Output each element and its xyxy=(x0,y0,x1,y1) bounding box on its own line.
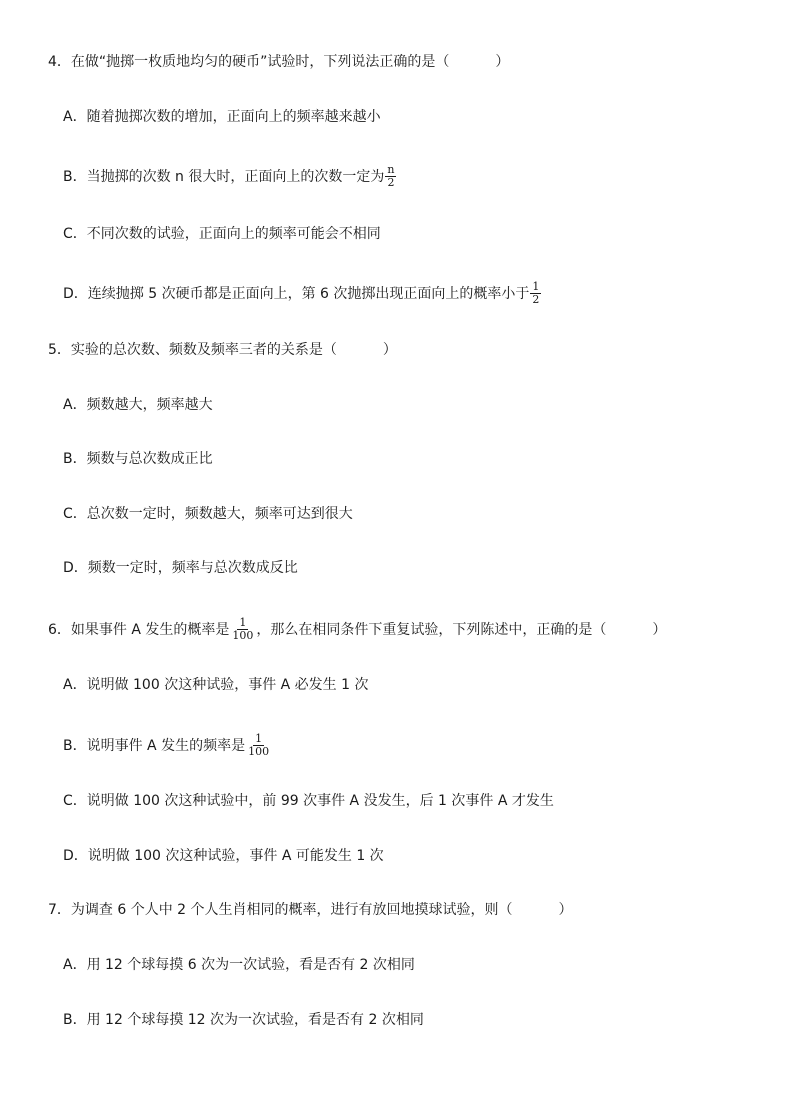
option-text: A．随着抛掷次数的增加，正面向上的频率越来越小 xyxy=(63,109,381,125)
fraction xyxy=(530,281,541,306)
question-6-text-cont: ，那么在相同条件下重复试验，下列陈述中，正确的是（ xyxy=(256,621,607,638)
question-7-stem xyxy=(48,900,573,920)
option-text: A．说明做 100 次这种试验，事件 A 必发生 1 次 xyxy=(63,677,369,693)
option-text: C．说明做 100 次这种试验中，前 99 次事件 A 没发生，后 1 次事件 A 才发生 xyxy=(63,793,554,809)
question-5-close-paren: ） xyxy=(382,342,397,358)
question-7-close-paren: ） xyxy=(558,902,573,918)
question-5-option-a[interactable] xyxy=(63,395,213,415)
question-4-option-d[interactable] xyxy=(63,281,542,306)
question-7-option-b[interactable] xyxy=(63,1010,424,1030)
fraction-numerator: n xyxy=(387,163,395,176)
option-text: B．用 12 个球每摸 12 次为一次试验，看是否有 2 次相同 xyxy=(63,1012,424,1028)
fraction-denominator: 2 xyxy=(532,293,540,306)
question-7-option-a[interactable] xyxy=(63,955,415,975)
fraction xyxy=(385,164,396,189)
question-6-text: 6．如果事件 A 发生的概率是 xyxy=(48,621,230,638)
fraction-denominator: 100 xyxy=(248,745,270,758)
fraction xyxy=(230,617,255,642)
question-4-text: 4．在做“抛掷一枚质地均匀的硬币”试验时，下列说法正确的是（ xyxy=(48,54,450,70)
question-6-stem xyxy=(48,617,666,642)
question-4-option-c[interactable] xyxy=(63,224,381,244)
option-text: C．不同次数的试验，正面向上的频率可能会不相同 xyxy=(63,226,381,242)
option-text: D．说明做 100 次这种试验，事件 A 可能发生 1 次 xyxy=(63,848,384,864)
question-6-option-d[interactable] xyxy=(63,846,384,866)
fraction-numerator: 1 xyxy=(255,732,263,745)
question-4-option-a[interactable] xyxy=(63,107,381,127)
option-text: B．当抛掷的次数 n 很大时，正面向上的次数一定为 xyxy=(63,168,385,185)
option-text: D．连续抛掷 5 次硬币都是正面向上，第 6 次抛掷出现正面向上的概率小于 xyxy=(63,285,530,302)
fraction xyxy=(246,733,271,758)
option-text: D．频数一定时，频率与总次数成反比 xyxy=(63,560,298,576)
question-4-stem xyxy=(48,52,509,72)
option-text: C．总次数一定时，频数越大，频率可达到很大 xyxy=(63,506,353,522)
option-text: A．频数越大，频率越大 xyxy=(63,397,213,413)
question-6-option-c[interactable] xyxy=(63,791,554,811)
question-6-option-b[interactable] xyxy=(63,733,272,758)
question-6-close-paren: ） xyxy=(652,621,667,638)
question-5-option-b[interactable] xyxy=(63,449,213,469)
fraction-numerator: 1 xyxy=(532,280,540,293)
fraction-denominator: 100 xyxy=(232,629,254,642)
question-4-close-paren: ） xyxy=(495,54,510,70)
fraction-denominator: 2 xyxy=(387,176,395,189)
question-7-text: 7．为调查 6 个人中 2 个人生肖相同的概率，进行有放回地摸球试验，则（ xyxy=(48,902,513,918)
question-5-text: 5．实验的总次数、频数及频率三者的关系是（ xyxy=(48,342,337,358)
fraction-numerator: 1 xyxy=(239,616,247,629)
option-text: A．用 12 个球每摸 6 次为一次试验，看是否有 2 次相同 xyxy=(63,957,415,973)
question-6-option-a[interactable] xyxy=(63,675,368,695)
question-5-stem xyxy=(48,340,397,360)
question-5-option-c[interactable] xyxy=(63,504,353,524)
option-text: B．说明事件 A 发生的频率是 xyxy=(63,737,246,754)
option-text: B．频数与总次数成正比 xyxy=(63,451,213,467)
question-4-option-b[interactable] xyxy=(63,164,397,189)
question-5-option-d[interactable] xyxy=(63,558,298,578)
